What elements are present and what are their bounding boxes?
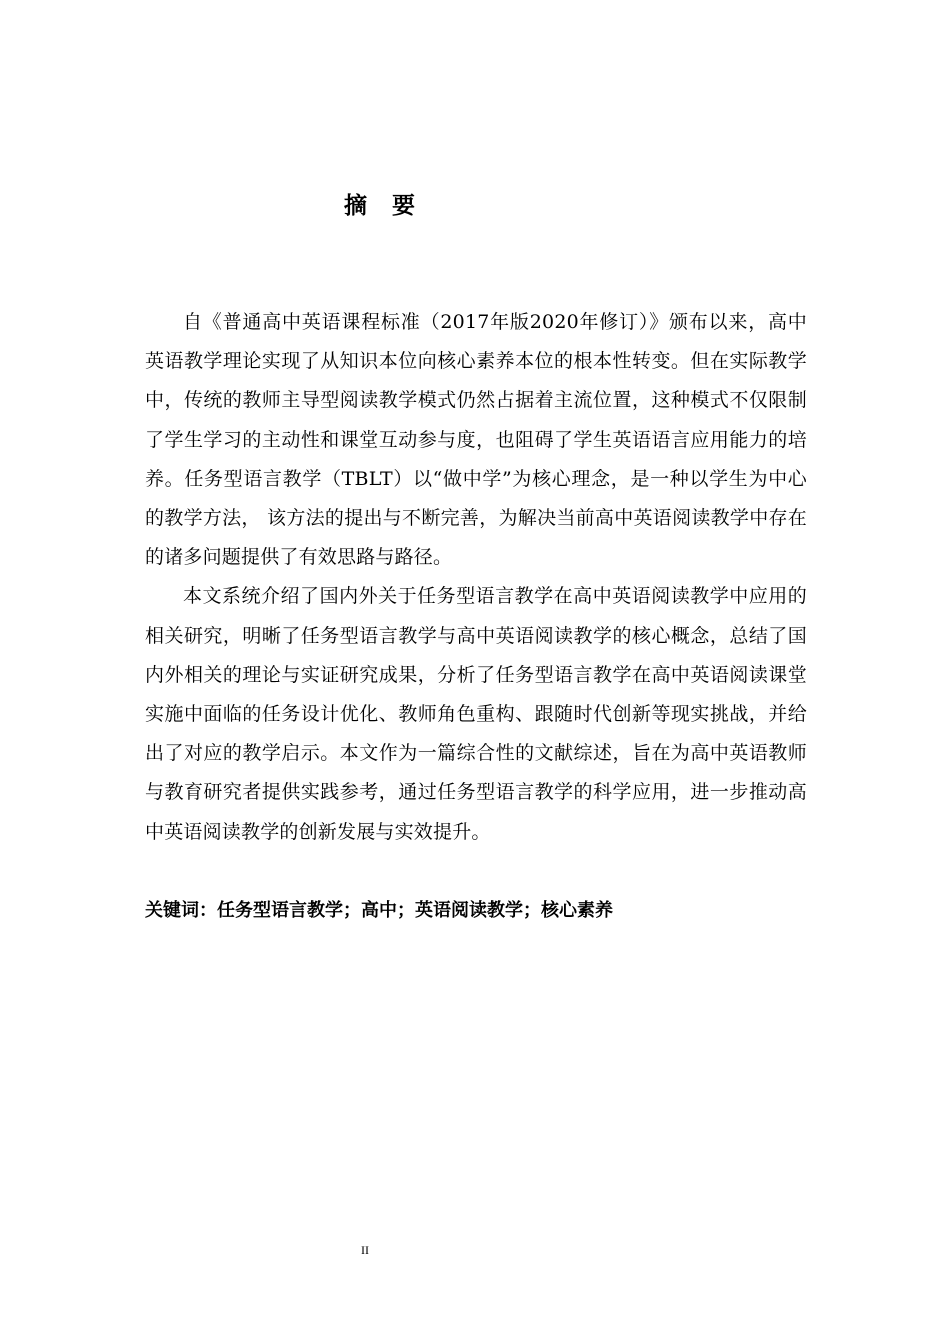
- abstract-title-char-2: 要: [392, 192, 416, 219]
- abstract-title-char-1: 摘: [344, 192, 368, 219]
- abstract-paragraph-1: 自《普通高中英语课程标准（2017年版2020年修订）》颁布以来，高中英语教学理论实现了从知识本位向核心素养本位的根本性转变。但在实际教学中，传统的教师主导型阅读教学模式仍然占据着主流位置，这种模式不仅限制了学生学习的主动性和课堂互动参与度，也阻碍了学生英语语言应用能力的培养。任务型语言教学（TBLT）以“做中学”为核心理念，是一种以学生为中心的教学方法， 该方法的提出与不断完善，为解决当前高中英语阅读教学中存在的诸多问题提供了有效思路与路径。: [145, 311, 807, 569]
- page-number: II: [361, 1243, 369, 1257]
- abstract-body: [145, 303, 807, 852]
- keywords-line: 关键词：任务型语言教学；高中；英语阅读教学；核心素养: [145, 900, 613, 921]
- abstract-paragraph-2: 本文系统介绍了国内外关于任务型语言教学在高中英语阅读教学中应用的相关研究，明晰了任务型语言教学与高中英语阅读教学的核心概念，总结了国内外相关的理论与实证研究成果，分析了任务型语言教学在高中英语阅读课堂实施中面临的任务设计优化、教师角色重构、跟随时代创新等现实挑战，并给出了对应的教学启示。本文作为一篇综合性的文献综述，旨在为高中英语教师与教育研究者提供实践参考，通过任务型语言教学的科学应用，进一步推动高中英语阅读教学的创新发展与实效提升。: [145, 585, 807, 843]
- abstract-title: [0, 191, 760, 221]
